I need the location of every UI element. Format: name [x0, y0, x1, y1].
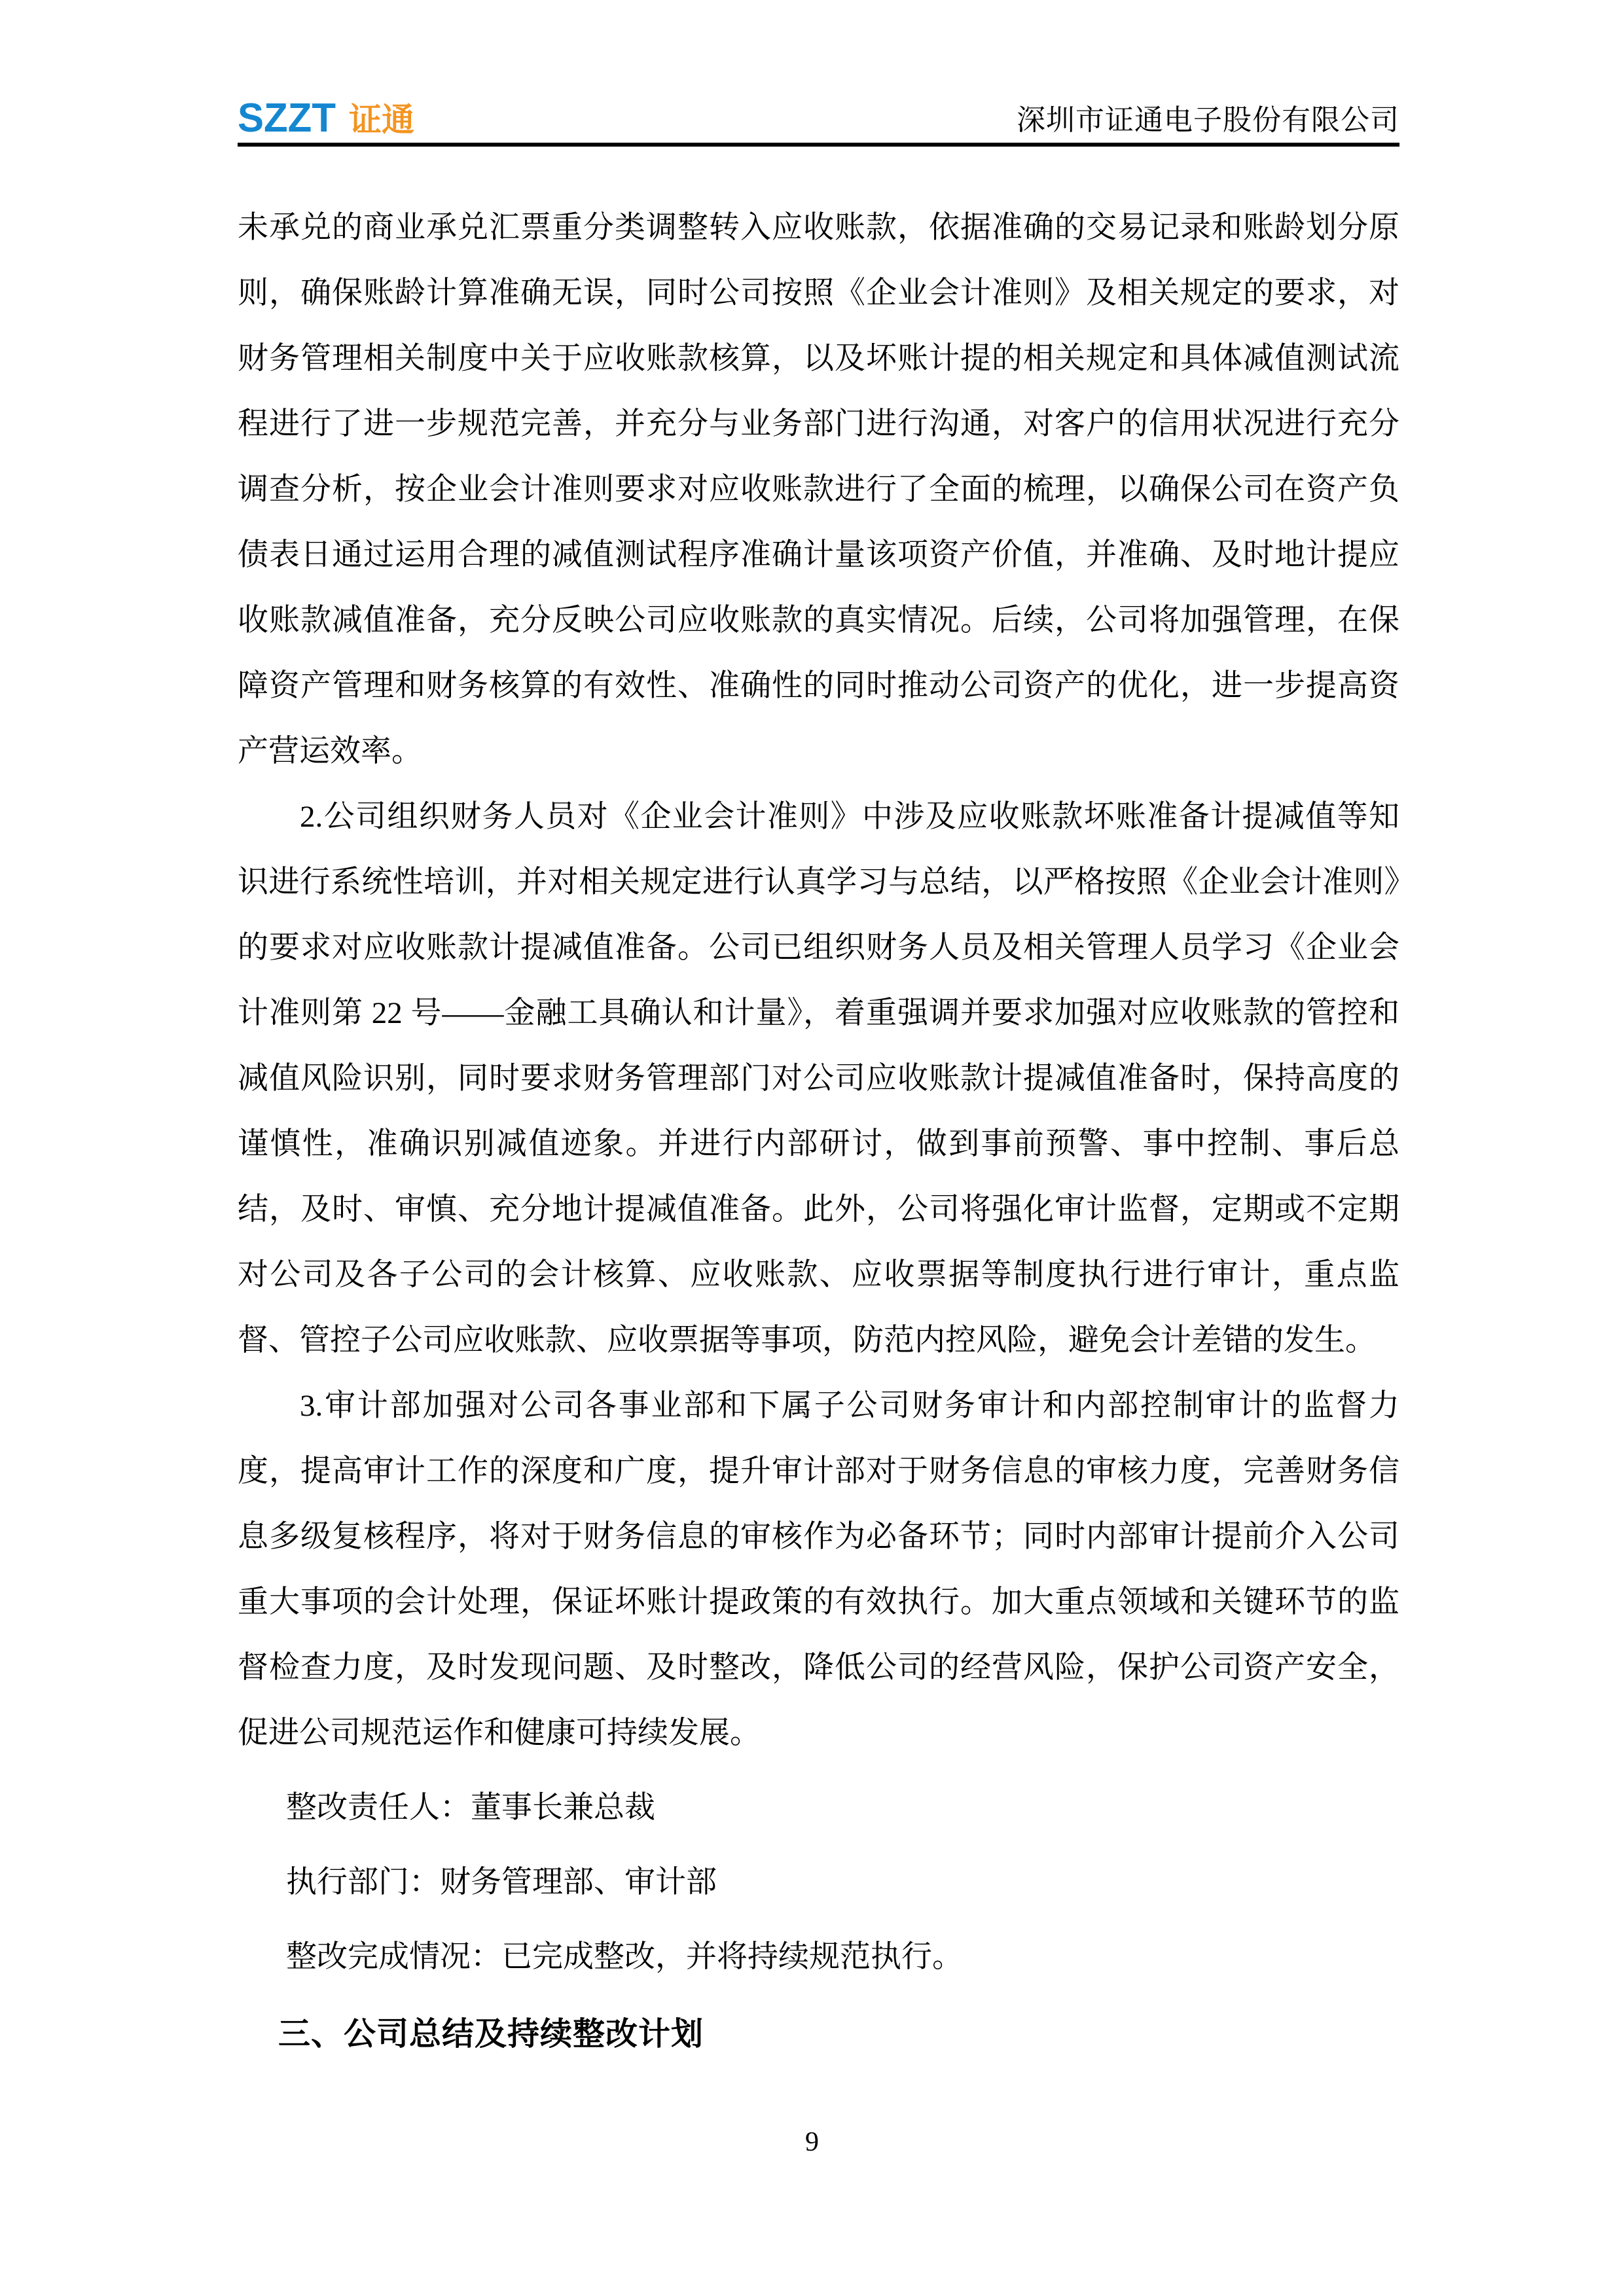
company-logo: [238, 94, 414, 141]
body-paragraph: 3.审计部加强对公司各事业部和下属子公司财务审计和内部控制审计的监督力度，提高审计工作的深度和广度，提升审计部对于财务信息的审核力度，完善财务信息多级复核程序，将对于财务信息的审核作为必备环节；同时内部审计提前介入公司重大事项的会计处理，保证坏账计提政策的有效执行。加大重点领域和关键环节的监督检查力度，及时发现问题、及时整改，降低公司的经营风险，保护公司资产安全，促进公司规范运作和健康可持续发展。: [238, 1389, 1399, 1750]
body-paragraph: 未承兑的商业承兑汇票重分类调整转入应收账款，依据准确的交易记录和账龄划分原则，确保账龄计算准确无误，同时公司按照《企业会计准则》及相关规定的要求，对财务管理相关制度中关于应收账款核算，以及坏账计提的相关规定和具体减值测试流程进行了进一步规范完善，并充分与业务部门进行沟通，对客户的信用状况进行充分调查分析，按企业会计准则要求对应收账款进行了全面的梳理，以确保公司在资产负债表日通过运用合理的减值测试程序准确计量该项资产价值，并准确、及时地计提应收账款减值准备，充分反映公司应收账款的真实情况。后续，公司将加强管理，在保障资产管理和财务核算的有效性、准确性的同时推动公司资产的优化，进一步提高资产营运效率。: [238, 211, 1399, 768]
rectification-status-line: 整改完成情况：已完成整改，并将持续规范执行。: [286, 1940, 963, 1974]
body-paragraph: 2.公司组织财务人员对《企业会计准则》中涉及应收账款坏账准备计提减值等知识进行系统性培训，并对相关规定进行认真学习与总结，以严格按照《企业会计准则》的要求对应收账款计提减值准备。公司已组织财务人员及相关管理人员学习《企业会计准则第 22 号——金融工具确认和计量》，着重强调并要求加强对应收账款的管控和减值风险识别，同时要求财务管理部门对公司应收账款计提减值准备时，保持高度的谨慎性，准确识别减值迹象。并进行内部研讨，做到事前预警、事中控制、事后总结，及时、审慎、充分地计提减值准备。此外，公司将强化审计监督，定期或不定期对公司及各子公司的会计核算、应收账款、应收票据等制度执行进行审计，重点监督、管控子公司应收账款、应收票据等事项，防范内控风险，避免会计差错的发生。: [238, 800, 1399, 1357]
logo-text-latin: SZZT: [238, 94, 336, 141]
header-company-name: 深圳市证通电子股份有限公司: [1017, 104, 1399, 136]
responsible-person-line: 整改责任人：董事长兼总裁: [286, 1791, 655, 1825]
page-header: [238, 94, 1399, 147]
header-divider-rule: [238, 143, 1399, 147]
executing-department-line: 执行部门：财务管理部、审计部: [286, 1865, 717, 1899]
logo-text-cjk: 证通: [348, 101, 414, 138]
section-heading: 三、公司总结及持续整改计划: [278, 2017, 704, 2052]
page-number: 9: [805, 2127, 819, 2157]
document-body: [238, 195, 1399, 2067]
